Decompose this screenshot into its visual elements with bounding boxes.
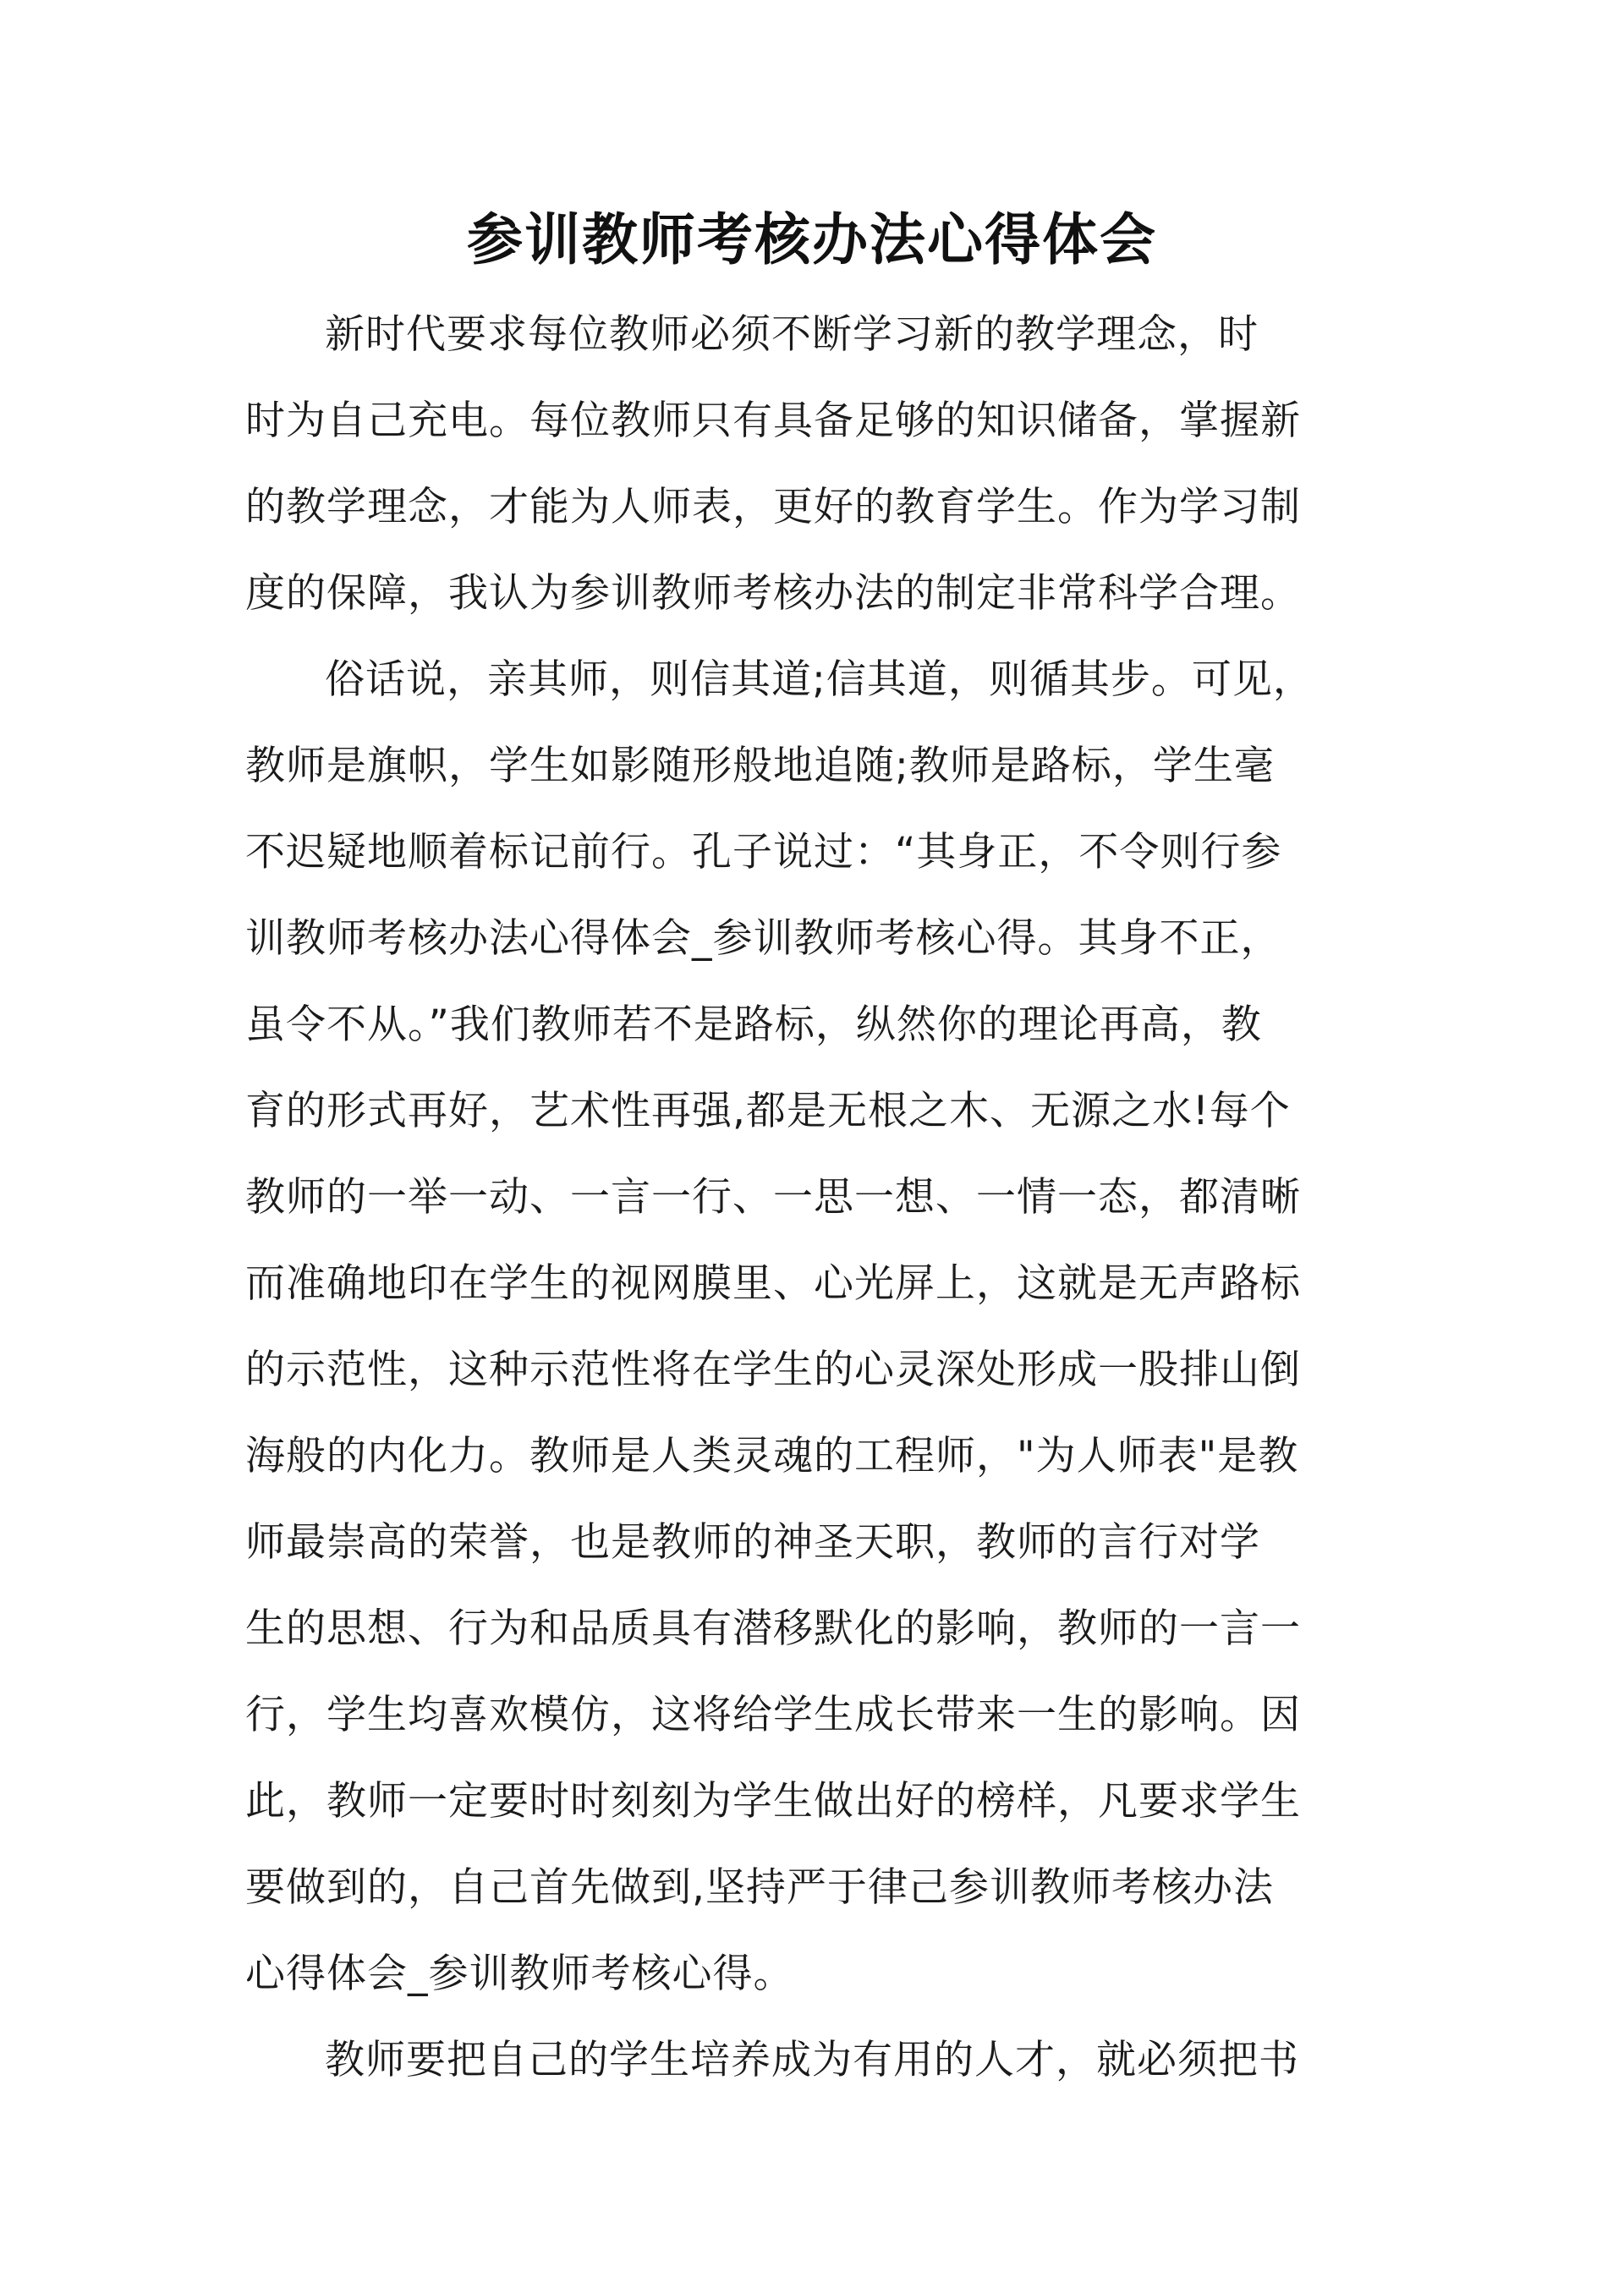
text-line: 此，教师一定要时时刻刻为学生做出好的榜样，凡要求学生: [245, 1778, 1301, 1825]
text-line: 而准确地印在学生的视网膜里、心光屏上，这就是无声路标: [245, 1260, 1301, 1307]
text-line: 教师的一举一动、一言一行、一思一想、一情一态，都清晰: [245, 1174, 1301, 1221]
text-line: 的教学理念，才能为人师表，更好的教育学生。作为学习制: [245, 484, 1301, 530]
text-line: 教师要把自己的学生培养成为有用的人才，就必须把书: [325, 2037, 1299, 2083]
document-body: [245, 292, 1396, 2104]
text-line: 育的形式再好，艺术性再强,都是无根之木、无源之水!每个: [245, 1088, 1291, 1134]
text-line: 俗话说，亲其师，则信其道;信其道，则循其步。可见，: [325, 656, 1314, 703]
text-line: 的示范性，这种示范性将在学生的心灵深处形成一股排山倒: [245, 1347, 1301, 1393]
text-line: 不迟疑地顺着标记前行。孔子说过：“其身正，不令则行参: [245, 829, 1282, 875]
paragraph-1: [245, 292, 1396, 637]
document-title: 参训教师考核办法心得体会: [467, 206, 1157, 272]
text-line: 行，学生均喜欢模仿，这将给学生成长带来一生的影响。因: [245, 1692, 1301, 1738]
text-line: 训教师考核办法心得体会_参训教师考核心得。其身不正，: [245, 915, 1281, 962]
text-line: 教师是旗帜，学生如影随形般地追随;教师是路标，学生毫: [245, 743, 1275, 789]
text-line: 时为自己充电。每位教师只有具备足够的知识储备，掌握新: [245, 398, 1301, 444]
text-line: 海般的内化力。教师是人类灵魂的工程师，"为人师表"是教: [245, 1433, 1299, 1479]
text-line: 心得体会_参训教师考核心得。: [245, 1951, 794, 1997]
text-line: 虽令不从。”我们教师若不是路标，纵然你的理论再高，教: [245, 1002, 1262, 1048]
paragraph-2: [245, 637, 1396, 2017]
paragraph-3: [245, 2017, 1396, 2104]
text-line: 度的保障，我认为参训教师考核办法的制定非常科学合理。: [245, 570, 1301, 617]
text-line: 师最崇高的荣誉，也是教师的神圣天职，教师的言行对学: [245, 1519, 1260, 1566]
text-line: 要做到的，自己首先做到,坚持严于律己参训教师考核办法: [245, 1864, 1274, 1911]
text-line: 新时代要求每位教师必须不断学习新的教学理念，时: [325, 311, 1259, 358]
text-line: 生的思想、行为和品质具有潜移默化的影响，教师的一言一: [245, 1605, 1301, 1652]
